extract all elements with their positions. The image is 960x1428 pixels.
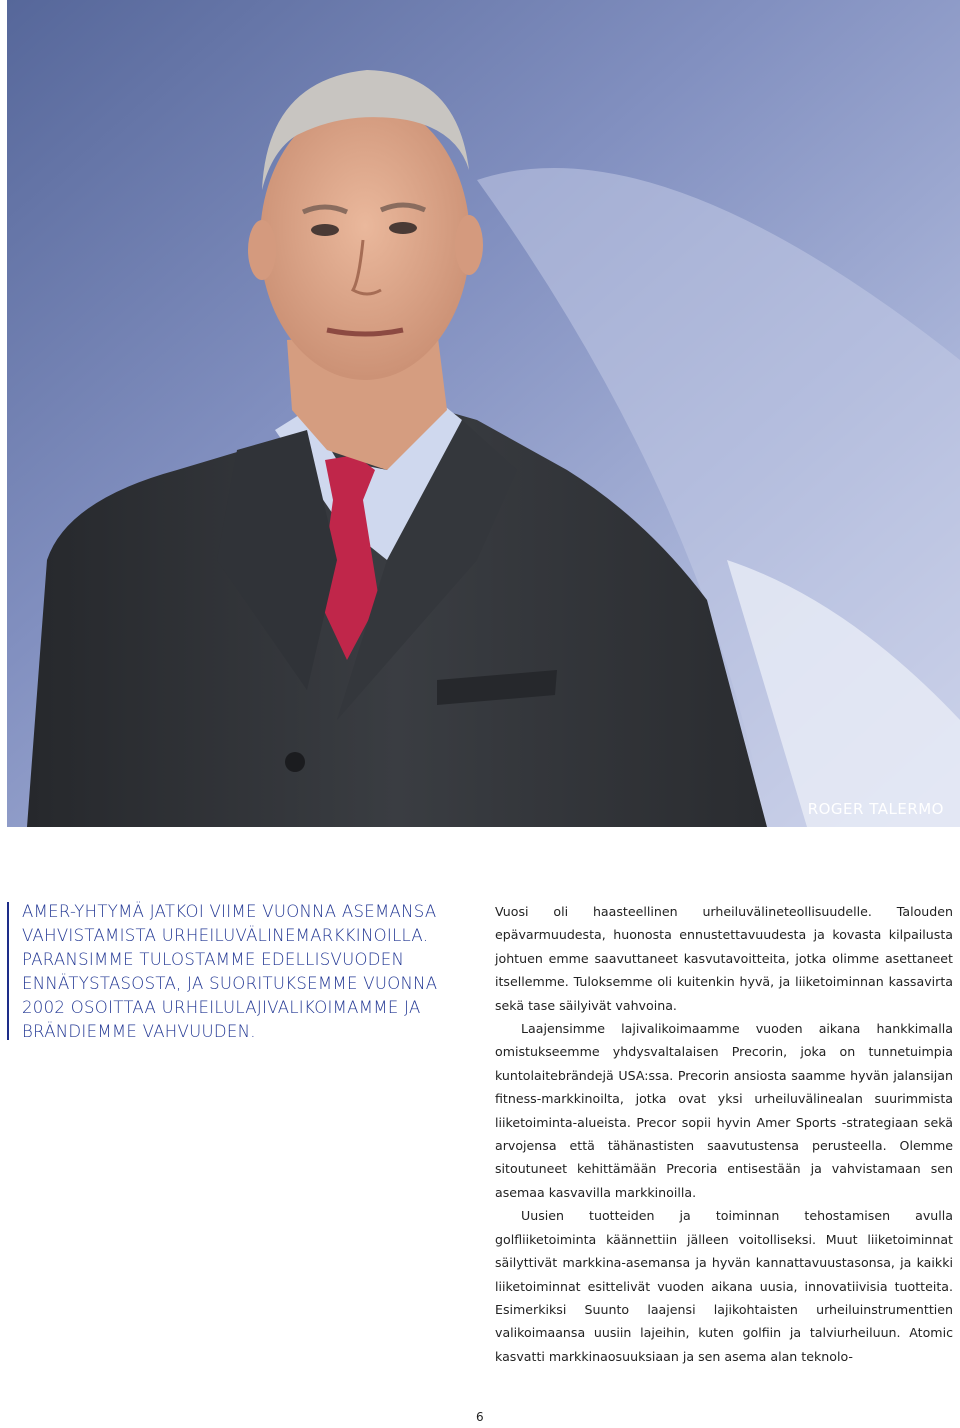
body-paragraph: Vuosi oli haasteellinen urheiluvälineteollisuudelle. Talouden epävarmuudesta, huonosta ennustettavuudesta ja kovasta kilpailusta johtuen emme saavuttaneet kasvutavoitteita, jotka olimme asettaneet itsellemme. Tuloksemme oli kuitenkin hyvä, ja liiketoiminnan kassavirta sekä tase säilyivät vahvoina. <box>495 904 953 1013</box>
lead-accent-rule <box>7 902 9 1040</box>
body-text-column <box>495 900 953 1368</box>
body-paragraph: Uusien tuotteiden ja toiminnan tehostamisen avulla golfliiketoiminta käännettiin jälleen voitolliseksi. Muut liiketoiminnat säilyttivät markkina-asemansa ja hyvän kannattavuustasonsa, ja kaikki liiketoiminnat esittelivät vuoden aikana uusia, innovatiivisia tuotteita. Esimerkiksi Suunto laajensi lajikohtaisten urheiluinstrumenttien valikoimaansa uusiin lajeihin, kuten golfiin ja talviurheiluun. Atomic kasvatti markkinaosuuksiaan ja sen asema alan teknolo- <box>495 1208 953 1364</box>
photo-caption: ROGER TALERMO <box>807 800 944 818</box>
page-number: 6 <box>476 1410 484 1424</box>
portrait-photo <box>7 0 960 827</box>
lead-paragraph: AMER-YHTYMÄ JATKOI VIIME VUONNA ASEMANSA VAHVISTAMISTA URHEILUVÄLINEMARKKINOILLA. PARANSIMME TULOSTAMME EDELLISVUODEN ENNÄTYSTASOSTA, JA SUORITUKSEMME VUONNA 2002 OSOITTAA URHEILULAJIVALIKOIMAMME JA BRÄNDIEMME VAHVUUDEN. <box>22 902 438 1041</box>
portrait-illustration <box>7 0 960 827</box>
body-paragraph: Laajensimme lajivalikoimaamme vuoden aikana hankkimalla omistukseemme yhdysvaltalaisen Precorin, joka on tunnetuimpia kuntolaitebrändejä USA:ssa. Precorin ansiosta saamme hyvän jalansijan fitness-markkinoilta, jotka ovat yksi urheiluvälinealan suurimmista liiketoiminta-alueista. Precor sopii hyvin Amer Sports -strategiaan sekä arvojensa että tähänastisten saavutustensa perusteella. Olemme sitoutuneet kehittämään Precoria entisestään ja vahvistamaan sen asemaa kasvavilla markkinoilla. <box>495 1021 953 1200</box>
